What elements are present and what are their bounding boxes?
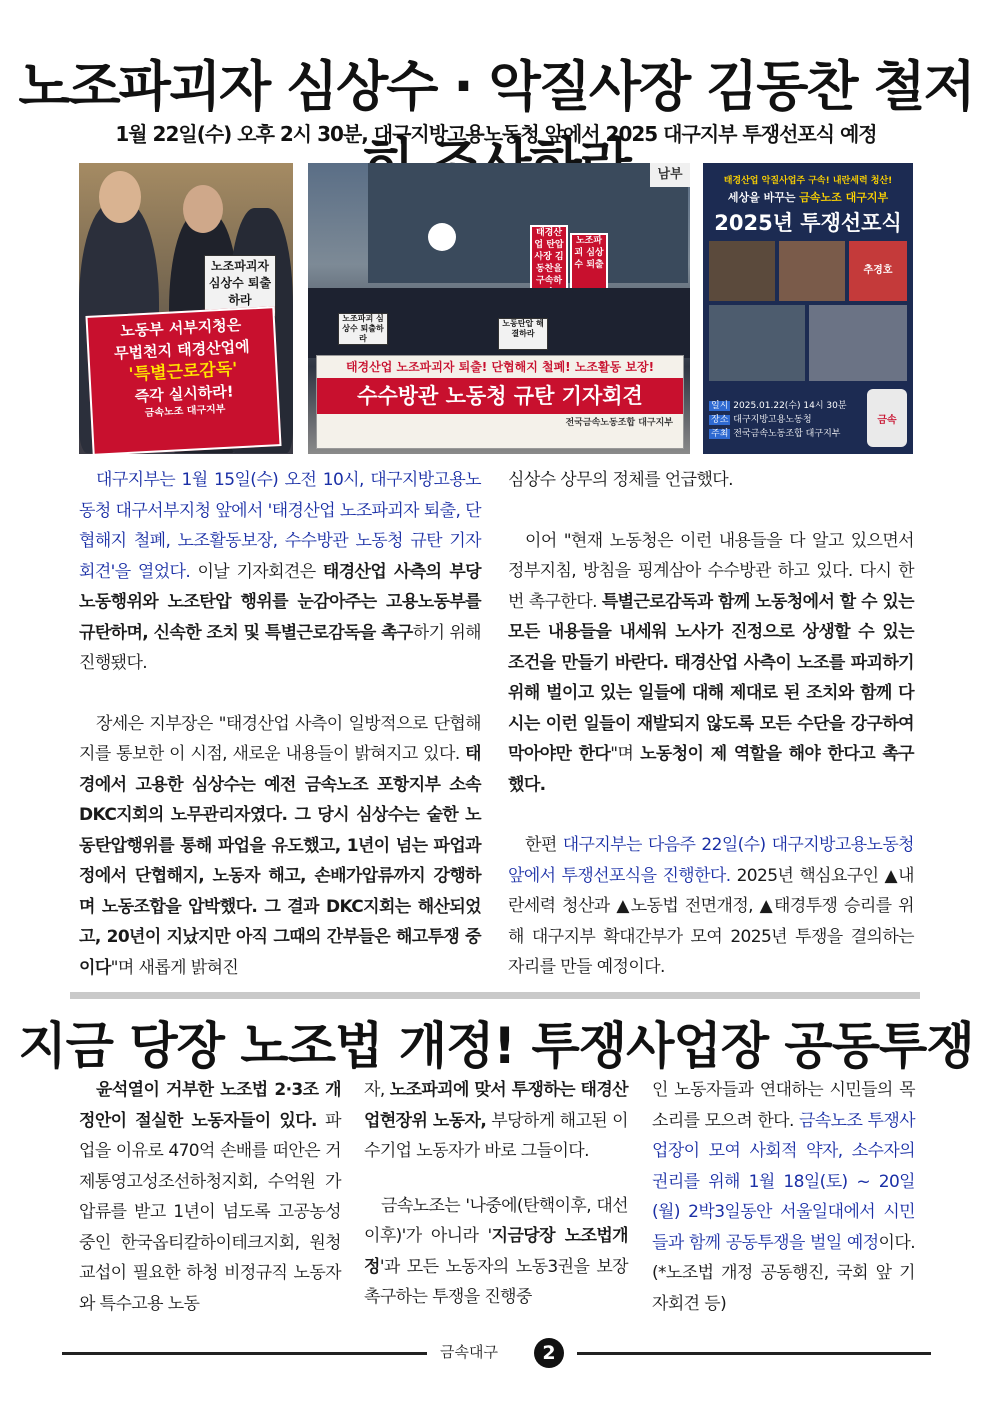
highlight-text: 대구지부는 1월 15일(수) 오전 10시, 대구지방고용노동청 대구서부지청 앞에서 '태경산업 노조파괴자 퇴출, 단협해지 철폐, 노조활동보장, 수수방관 노동청 규탄 기자회견'을 열었다. [79,470,481,582]
sign-line: 즉각 실시하라! [134,382,235,406]
article-subtitle: 1월 22일(수) 오후 2시 30분, 대구지방고용노동청 앞에서 2025 대구지부 투쟁선포식 예정 [115,122,877,146]
poster-place [709,413,859,427]
text: 부당하게 해고된 이수기업 노동자가 바로 그들이다. [364,1110,628,1161]
sign-org: 금속노조 대구지부 [144,403,226,420]
sign-held: 노동탄압 해결하라 [498,318,548,350]
bold-text: 태경에서 고용한 심상수는 예전 금속노조 포항지부 소속 DKC지회의 노무관리자였다. 그 당시 심상수는 숱한 노동탄압행위를 통해 파업을 유도했고, 1년이 넘는 파업과정에서 단협해지, 노동자 해고, 손배가압류까지 강행하며 노동조합을 압박했다. 그 결과 DKC지회는 해산되었고, 20년이 지났지만 아직 그때의 간부들은 해고투쟁 중이다 [79,744,481,978]
section-divider [70,992,920,999]
paragraph [364,1191,628,1313]
paragraph: 심상수 상무의 정체를 언급했다. [508,470,733,490]
text: 이날 기자회견은 [190,561,323,582]
sign-line: '특별근로감독' [128,359,238,385]
bold-text: 태경산업 사측의 부당노동행위와 노조탄압 행위를 눈감아주는 고용노동부를 규탄하며, 신속한 조치 및 특별근로감독을 촉구 [79,561,481,643]
sign-white: 노조파괴자 심상수 퇴출하라 [204,255,276,317]
text: '과 모든 노동자의 노동3권을 보장 촉구하는 투쟁을 진행중 [364,1256,628,1307]
poster-photo [709,305,805,381]
poster-line2-prefix: 세상을 바꾸는 [727,191,800,204]
bold-text: 지금당장 노조법개정 [364,1226,628,1277]
poster-info [709,399,859,441]
text: 이어 "현재 노동청은 이런 내용들을 다 알고 있으면서 정부지침, 방침을 핑계삼아 수수방관 하고 있다. 다시 한 번 촉구한다. [508,530,914,612]
text: "며 새롭게 밝혀진 [110,957,239,978]
paragraph [652,1075,915,1319]
paragraph [79,709,481,984]
footer-publication: 금속대구 [440,1343,498,1361]
text: 2025년 핵심요구인 ▲내란세력 청산과 ▲노동법 전면개정, ▲태경투쟁 승리를 위해 대구지부 확대간부가 모여 2025년 투쟁을 결의하는 자리를 만들 예정이다. [508,865,914,977]
text: "며 [610,744,641,764]
bold-text: 노조파괴에 맞서 투쟁하는 태경산업현장위 노동자, [364,1080,628,1131]
text: 이다. (*노조법 개정 공동행진, 국회 앞 기자회견 등) [652,1232,915,1314]
photo-press-conference [308,163,690,454]
poster-place-label: 장소 [711,415,729,425]
text: 금속노조는 '나중에(탄핵이후, 대선이후)'가 아니라 ' [364,1195,628,1246]
footer-rule-left [62,1352,427,1355]
bold-text: 특별근로감독과 함께 노동청에서 할 수 있는 모든 내용들을 내세워 노사가 진정으로 상생할 수 있는 조건을 만들기 바란다. 태경산업 사측이 노조를 파괴하기 위해 벌이고 있는 일들에 대해 제대로 된 조치와 함께 다시는 이런 일들이 재발되지 않도록 모든 수단을 강구하여 막아야만 한다 [508,591,915,764]
text: 인 노동자들과 연대하는 시민들의 목소리를 모으려 한다. [652,1080,915,1131]
poster-host-value: 전국금속노동조합 대구지부 [733,429,841,439]
poster-photo [779,241,845,301]
poster-date-label: 일시 [711,401,729,411]
article2-column-3 [652,1075,915,1319]
protester-face [183,185,223,233]
protester-face [99,171,141,223]
highlight-text: 대구지부는 다음주 22일(수) 대구지방고용노동청 앞에서 투쟁선포식을 진행한다. [508,835,914,886]
building-sign: 남부 [650,163,690,187]
government-emblem [428,223,456,251]
paragraph [364,1075,628,1167]
footer-rule-right [577,1352,931,1355]
poster-headline: 2025년 투쟁선포식 [714,211,902,235]
banner-line: 태경산업 노조파괴자 퇴출! 단협해지 철폐! 노조활동 보장! [345,360,655,374]
sign-line: 노동부 서부지청은 [119,315,242,341]
poster-badge: 금속 [877,415,897,426]
sign-held: 노조파괴 심상수 퇴출하라 [338,313,388,345]
text: 자, [364,1080,390,1100]
sign-standing: 태경산업 탄압사장 김동찬을 구속하 [530,225,568,311]
poster-host-label: 주최 [711,429,729,439]
poster-rally [703,163,913,454]
text: 파업을 이유로 470억 손배를 떠안은 거제통영고성조선하청지회, 수억원 가압류를 받고 1년이 넘도록 고공농성 중인 한국옵티칼하이테크지회, 원청 교섭이 필요한 하청 비정규직 노동자와 특수고용 노동 [79,1110,341,1314]
bold-text: 윤석열이 거부한 노조법 2·3조 개정안이 절실한 노동자들이 있다. [79,1080,341,1131]
highlight-text: 금속노조 투쟁사업장이 모여 사회적 약자, 소수자의 권리를 위해 1월 18일(토) ~ 20일(월) 2박3일동안 서울일대에서 시민들과 함께 공동투쟁을 벌일 예정 [652,1110,915,1253]
text: 한편 [525,835,563,855]
text: 장세은 지부장은 "태경산업 사측이 일방적으로 단협해지를 통보한 이 시점, 새로운 내용들이 밝혀지고 있다. [79,713,481,764]
article2-title: 지금 당장 노조법 개정! 투쟁사업장 공동투쟁 [18,1017,974,1075]
banner-footer: 전국금속노동조합 대구지부 [565,418,673,428]
article2-column-1 [79,1075,341,1319]
poster-host [709,427,859,441]
paragraph [79,465,481,679]
sign-standing: 노조파괴 심상수 퇴출 [570,233,608,319]
sign-line: 무법천지 태경산업에 [113,337,251,363]
fist-icon [867,389,907,447]
paragraph [79,1075,341,1319]
page-number: 2 [534,1338,564,1368]
article2-column-2 [364,1075,628,1313]
poster-photo [849,241,907,301]
sign-red [85,306,281,454]
press-banner [316,355,684,449]
bold-text: 노동청이 제 역할을 해야 한다고 촉구했다. [508,744,914,795]
text: 하기 위해 진행됐다. [79,622,481,673]
poster-top-line: 태경산업 악질사업주 구속! 내란세력 청산! [723,176,893,186]
article-title: 노조파괴자 심상수 · 악질사장 김동찬 철저 [18,55,974,118]
poster-line2 [703,189,913,205]
article1-left-column [79,465,481,983]
photo-protest-sign [79,163,293,454]
building [368,163,688,283]
article1-right-column [508,465,914,983]
poster-sign: 추경호 [863,265,893,276]
paragraph [508,526,914,801]
banner-headline: 수수방관 노동청 규탄 기자회견 [317,378,683,414]
paragraph [508,830,914,983]
poster-photo [809,305,907,381]
poster-date-value: 2025.01.22(수) 14시 30분 [733,401,847,411]
poster-photo [709,241,775,301]
poster-line2-highlight: 금속노조 대구지부 [799,191,889,204]
poster-date [709,399,859,413]
poster-place-value: 대구지방고용노동청 [733,415,812,425]
